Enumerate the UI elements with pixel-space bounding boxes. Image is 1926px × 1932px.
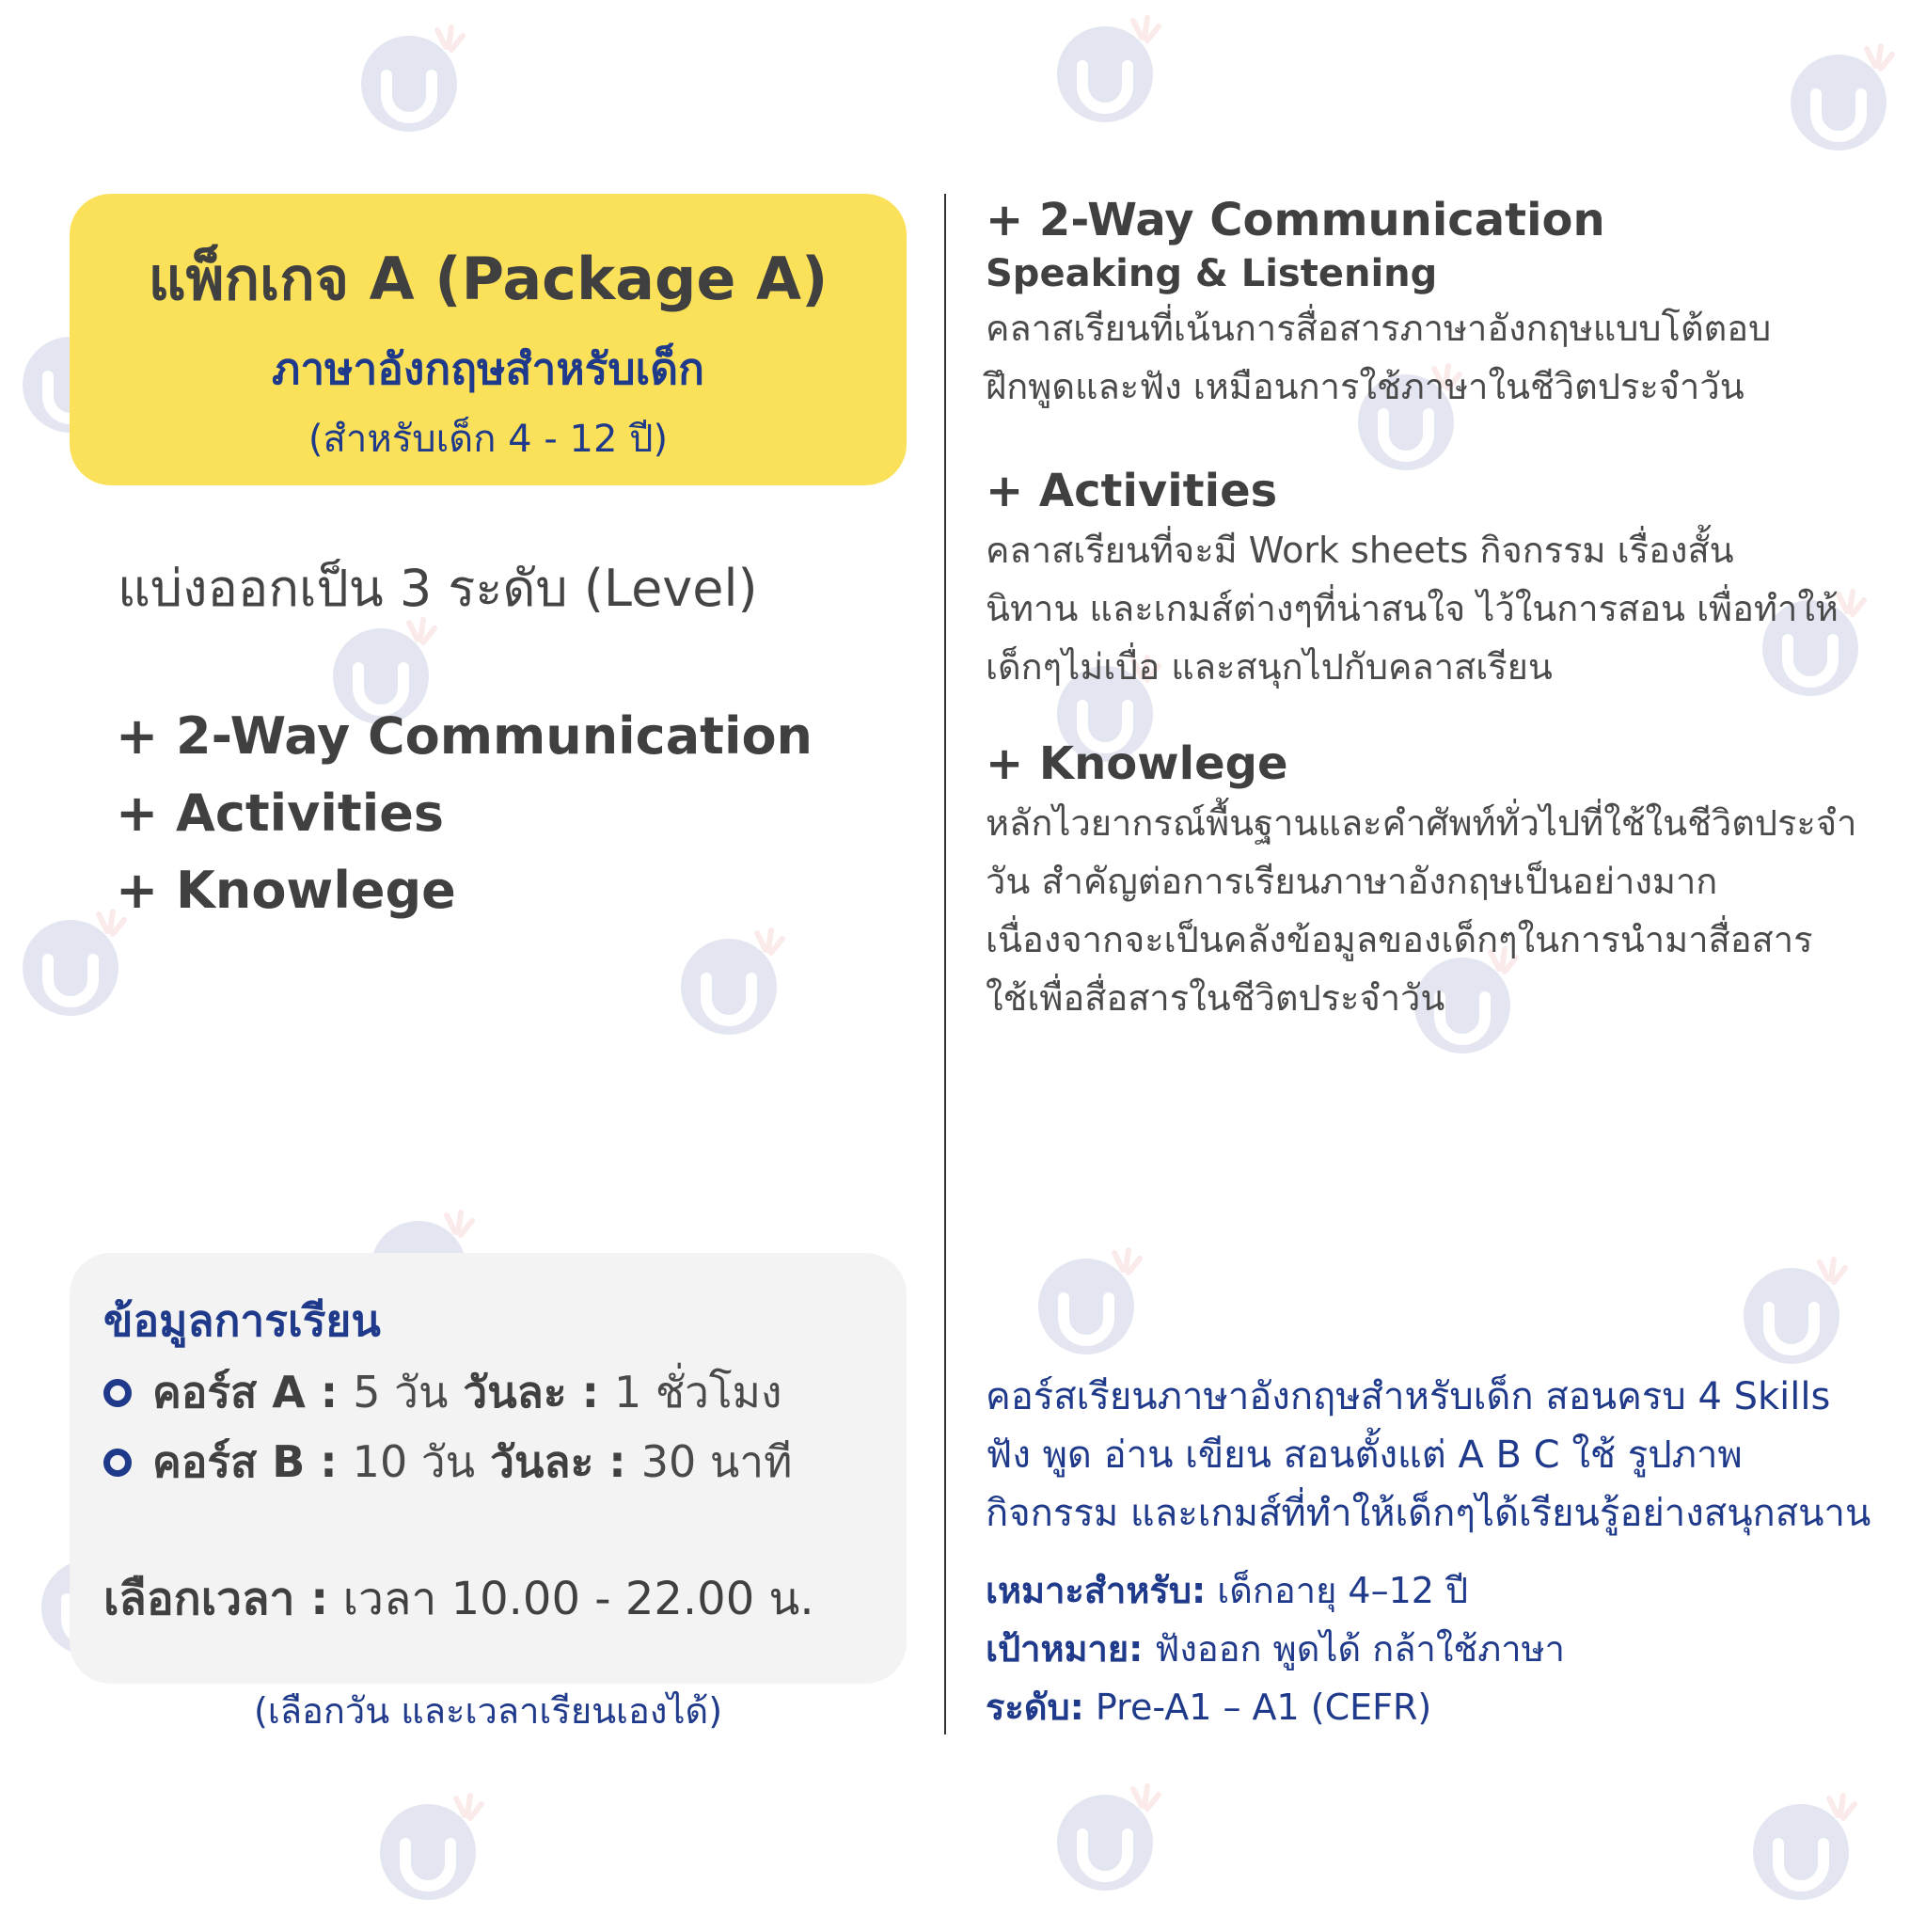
course-row	[103, 1358, 781, 1427]
meta-label: เป้าหมาย:	[986, 1628, 1144, 1670]
body-line: ฝึกพูดและฟัง เหมือนการใช้ภาษาในชีวิตประจำวัน	[986, 366, 1744, 407]
bullet-item: + Knowlege	[116, 861, 456, 920]
time-label: เลือกเวลา :	[103, 1573, 329, 1625]
section-knowledge	[986, 737, 1888, 1027]
circle-bullet-icon	[103, 1449, 132, 1477]
body-line: คลาสเรียนที่เน้นการสื่อสารภาษาอังกฤษแบบโต้ตอบ	[986, 308, 1772, 349]
bullet-item: + 2-Way Communication	[116, 706, 813, 766]
meta-value: เด็กอายุ 4–12 ปี	[1217, 1570, 1469, 1611]
section-subheading: Speaking & Listening	[986, 252, 1438, 295]
course-duration: 1 ชั่วโมง	[613, 1367, 782, 1417]
course-info-card	[70, 1253, 907, 1684]
time-row	[103, 1563, 814, 1635]
levels-text: แบ่งออกเป็น 3 ระดับ (Level)	[118, 559, 758, 618]
package-title: แพ็กเกจ A (Package A)	[148, 245, 829, 313]
course-description	[986, 1368, 1871, 1543]
upward-english-logo-icon	[1034, 9, 1176, 150]
circle-bullet-icon	[103, 1379, 132, 1407]
meta-value: Pre-A1 – A1 (CEFR)	[1095, 1687, 1432, 1728]
choose-time-note: (เลือกวัน และเวลาเรียนเองได้)	[253, 1690, 723, 1732]
time-value: เวลา 10.00 - 22.00 น.	[342, 1573, 814, 1625]
upward-english-logo-icon	[658, 922, 799, 1063]
meta-row	[986, 1620, 1565, 1678]
course-days: 10 วัน	[352, 1436, 476, 1487]
course-row	[103, 1428, 792, 1497]
section-activities	[986, 465, 1888, 696]
body-line: คลาสเรียนที่จะมี Work sheets กิจกรรม เรื่องสั้น	[986, 530, 1734, 571]
upward-english-logo-icon	[1730, 1787, 1871, 1928]
description-line: กิจกรรม และเกมส์ที่ทำให้เด็กๆได้เรียนรู้อย่างสนุกสนาน	[986, 1492, 1871, 1535]
column-divider	[944, 194, 946, 1734]
section-heading: + Knowlege	[986, 737, 1288, 790]
upward-english-logo-icon	[357, 1787, 498, 1928]
course-duration: 30 นาที	[640, 1436, 793, 1487]
body-line: เนื่องจากจะเป็นคลังข้อมูลของเด็กๆในการนำมาสื่อสาร	[986, 919, 1813, 960]
meta-label: ระดับ:	[986, 1687, 1084, 1728]
section-body	[986, 521, 1888, 696]
section-body	[986, 794, 1888, 1027]
section-heading: + 2-Way Communication	[986, 194, 1605, 246]
body-line: ใช้เพื่อสื่อสารในชีวิตประจำวัน	[986, 977, 1445, 1019]
upward-english-logo-icon	[1768, 38, 1909, 179]
description-line: ฟัง พูด อ่าน เขียน สอนตั้งแต่ A B C ใช้ รูปภาพ	[986, 1433, 1743, 1477]
info-title: ข้อมูลการเรียน	[103, 1295, 381, 1346]
bullet-item: + Activities	[116, 784, 444, 843]
meta-value: ฟังออก พูดได้ กล้าใช้ภาษา	[1154, 1628, 1565, 1670]
body-line: นิทาน และเกมส์ต่างๆที่น่าสนใจ ไว้ในการสอน เพื่อทำให้	[986, 588, 1839, 629]
package-age-note: (สำหรับเด็ก 4 - 12 ปี)	[308, 418, 669, 461]
body-line: เด็กๆไม่เบื่อ และสนุกไปกับคลาสเรียน	[986, 646, 1553, 688]
upward-english-logo-icon	[1034, 1778, 1176, 1919]
level-bullet-list	[116, 698, 813, 929]
meta-row	[986, 1561, 1565, 1620]
course-per-day-label: วันละ :	[490, 1436, 626, 1487]
body-line: หลักไวยากรณ์พื้นฐานและคำศัพท์ทั่วไปที่ใช้ในชีวิตประจำ	[986, 802, 1857, 844]
upward-english-logo-icon	[1016, 1242, 1157, 1383]
section-body	[986, 299, 1888, 416]
meta-row	[986, 1678, 1565, 1736]
body-line: วัน สำคัญต่อการเรียนภาษาอังกฤษเป็นอย่างมาก	[986, 861, 1718, 902]
course-name: คอร์ส B :	[152, 1436, 338, 1487]
upward-english-logo-icon	[339, 19, 480, 160]
section-communication	[986, 194, 1888, 416]
course-meta-list	[986, 1561, 1565, 1736]
course-name: คอร์ส A :	[152, 1367, 339, 1417]
meta-label: เหมาะสำหรับ:	[986, 1570, 1207, 1611]
package-header-card	[70, 194, 907, 485]
package-subtitle: ภาษาอังกฤษสำหรับเด็ก	[272, 343, 704, 394]
description-line: คอร์สเรียนภาษาอังกฤษสำหรับเด็ก สอนครบ 4 Skills	[986, 1375, 1831, 1418]
course-days: 5 วัน	[353, 1367, 449, 1417]
course-per-day-label: วันละ :	[463, 1367, 599, 1417]
section-heading: + Activities	[986, 465, 1278, 517]
